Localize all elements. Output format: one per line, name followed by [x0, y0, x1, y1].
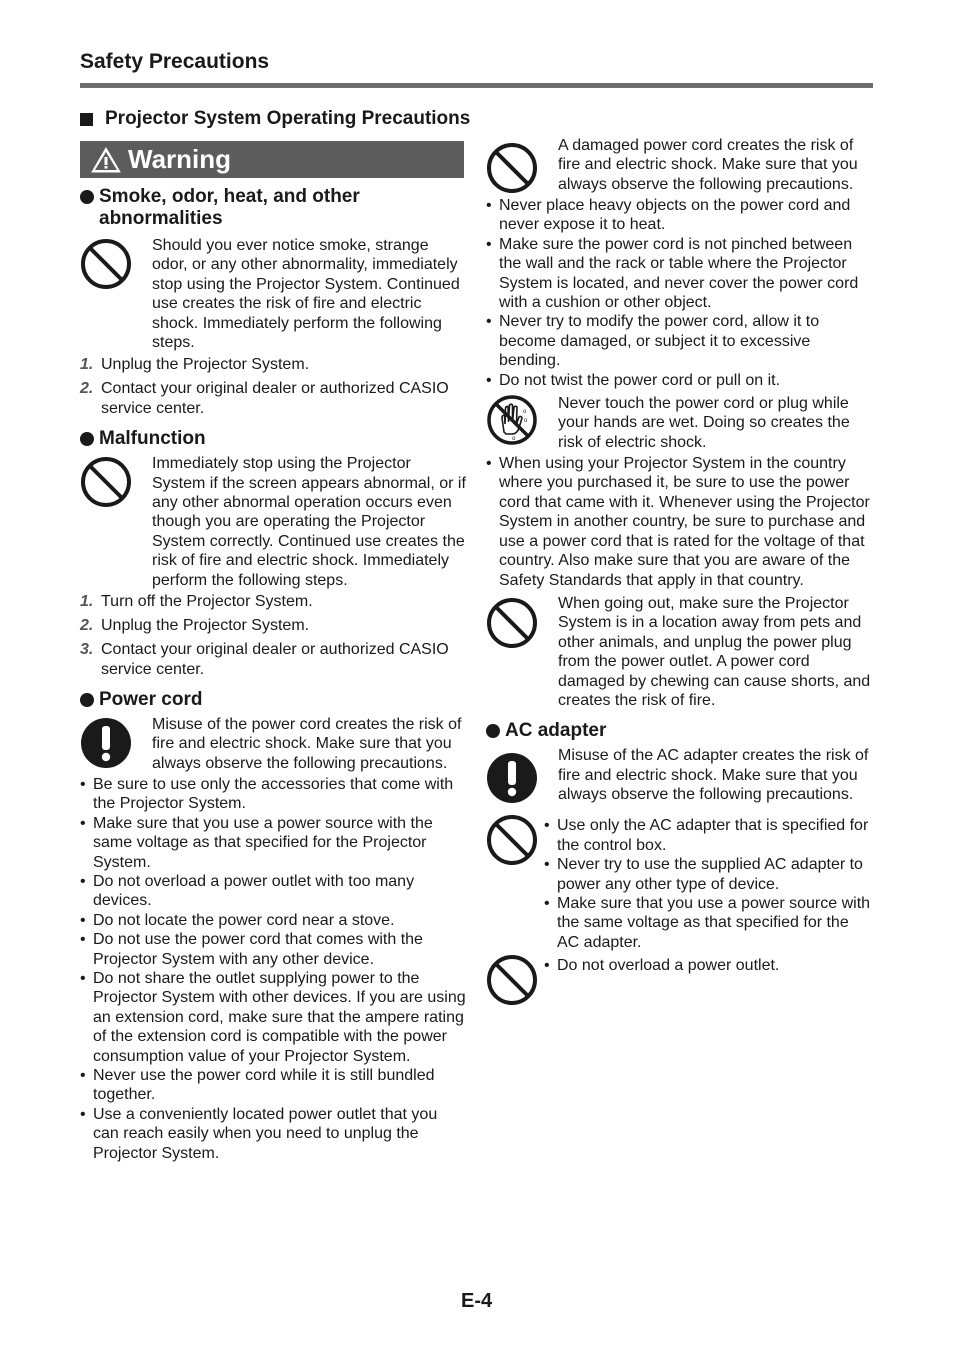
svg-text:o: o [512, 436, 516, 443]
list-item: • Make sure the power cord is not pinched between the wall and the rack or table where the Projector System is located, and never cover the power cord with a cushion or other object. [486, 235, 859, 312]
bullet-dot-icon [80, 693, 94, 707]
going-out-block [486, 594, 874, 710]
smoke-heading-line1: Smoke, odor, heat, and other [99, 186, 360, 207]
list-item: • Be sure to use only the accessories that come with the Projector System. [80, 775, 454, 813]
list-item: • Do not twist the power cord or pull on it. [486, 371, 781, 389]
no-wet-hands-icon [486, 394, 538, 446]
ac-adapter-prohibit-block [486, 816, 874, 952]
ac-adapter-overload-block [486, 956, 874, 1016]
list-item: 2. Unplug the Projector System. [80, 617, 310, 635]
right-column [486, 136, 874, 1016]
prohibited-icon [486, 142, 538, 194]
ac-adapter-block [486, 746, 874, 806]
prohibited-icon [486, 814, 538, 866]
list-item: • Make sure that you use a power source with the same voltage as that specified for the AC adapter. [544, 894, 871, 951]
smoke-steps [80, 355, 466, 418]
list-item: • When using your Projector System in the country where you purchased it, be sure to use the power cord that came with it. Whenever using the Projector System in another country, be sure to purchase and use a power cord that is rated for the voltage of that country. Also make sure that you are aware of the Safety Standards that apply in that country. [486, 455, 870, 589]
bullet-dot-icon [80, 190, 94, 204]
mandatory-exclamation-icon [80, 717, 132, 769]
page-header-title: Safety Precautions [80, 50, 270, 73]
list-item: • Use a conveniently located power outlet that you can reach easily when you need to unplug the Projector System. [80, 1105, 438, 1162]
smoke-heading [80, 186, 466, 230]
malfunction-heading: Malfunction [80, 428, 466, 450]
going-out-body: When going out, make sure the Projector System is in a location away from pets and other animals, and unplug the power plug from the power outlet. A power cord damaged by chewing can cause shorts, and creates the risk of fire. [558, 594, 871, 709]
list-item: • Never place heavy objects on the power cord and never expose it to heat. [486, 197, 851, 234]
list-item: 1. Turn off the Projector System. [80, 593, 313, 611]
damaged-cord-body: A damaged power cord creates the risk of fire and electric shock. Make sure that you always observe the following precautions. [558, 137, 858, 193]
warning-label: Warning [128, 144, 232, 174]
list-item: • Do not share the outlet supplying power to the Projector System with other devices. If you are using an extension cord, make sure that the ampere rating of the extension cord is compatible with the power consumption value of your Projector System. [80, 969, 466, 1065]
power-cord-body: Misuse of the power cord creates the risk of fire and electric shock. Make sure that you always observe the following precautions. [152, 715, 462, 772]
wet-hands-block [486, 394, 874, 454]
bullet-dot-icon [80, 432, 94, 446]
power-cord-bullets [80, 775, 466, 1163]
list-item: • Make sure that you use a power source with the same voltage as that specified for the Projector System. [80, 814, 433, 871]
section-title [80, 108, 470, 130]
list-item: • Use only the AC adapter that is specified for the control box. [544, 817, 869, 854]
list-item: • Never use the power cord while it is still bundled together. [80, 1067, 435, 1104]
square-bullet-icon [80, 113, 93, 126]
ac-adapter-bullets [544, 816, 874, 952]
warning-banner [80, 141, 464, 178]
ac-adapter-body: Misuse of the AC adapter creates the risk of fire and electric shock. Make sure that you always observe the following precautions. [558, 747, 869, 804]
svg-text:o: o [523, 409, 527, 416]
smoke-heading-line2: abnormalities [99, 208, 223, 229]
svg-text:o: o [524, 418, 528, 425]
header-divider [80, 83, 873, 88]
section-title-text: Projector System Operating Precautions [105, 108, 471, 129]
list-item: • Do not use the power cord that comes with the Projector System with any other device. [80, 931, 423, 968]
prohibited-icon [486, 597, 538, 649]
smoke-block [80, 236, 466, 352]
bullet-dot-icon [486, 724, 500, 738]
list-item: 1. Unplug the Projector System. [80, 356, 310, 374]
prohibited-icon [486, 954, 538, 1006]
ac-adapter-heading: AC adapter [486, 720, 874, 742]
list-item: 3. Contact your original dealer or authorized CASIO service center. [80, 641, 449, 678]
warning-triangle-icon [90, 146, 122, 174]
damaged-cord-block [486, 136, 874, 196]
list-item: • Do not overload a power outlet with too many devices. [80, 872, 415, 910]
prohibited-icon [80, 456, 132, 508]
list-item: • Never try to modify the power cord, allow it to become damaged, or subject it to excessive bending. [486, 313, 820, 370]
damaged-cord-bullets [486, 196, 874, 390]
prohibited-icon [80, 238, 132, 290]
wet-hands-body: Never touch the power cord or plug while your hands are wet. Doing so creates the risk of electric shock. [558, 395, 850, 451]
list-item: • Do not locate the power cord near a stove. [80, 911, 395, 929]
ac-adapter-bullets-2 [544, 956, 874, 975]
malfunction-block [80, 454, 466, 590]
left-column [80, 186, 466, 1163]
list-item: • Do not overload a power outlet. [544, 957, 780, 975]
list-item: 2. Contact your original dealer or authorized CASIO service center. [80, 380, 449, 417]
power-cord-block [80, 715, 466, 775]
list-item: • Never try to use the supplied AC adapter to power any other type of device. [544, 856, 863, 893]
mandatory-exclamation-icon [486, 752, 538, 804]
smoke-body: Should you ever notice smoke, strange odor, or any other abnormality, immediately stop using the Projector System. Continued use creates the risk of fire and electric shock. Immediately perform the following steps. [152, 237, 460, 352]
power-cord-heading: Power cord [80, 689, 466, 711]
malfunction-body: Immediately stop using the Projector System if the screen appears abnormal, or if any other abnormal operation occurs even though you are operating the Projector System correctly. Continued use creates the risk of fire and electric shock. Immediately perform the following steps. [152, 455, 466, 589]
malfunction-steps [80, 592, 466, 679]
country-bullets [486, 454, 874, 590]
page-number: E-4 [461, 1290, 493, 1312]
